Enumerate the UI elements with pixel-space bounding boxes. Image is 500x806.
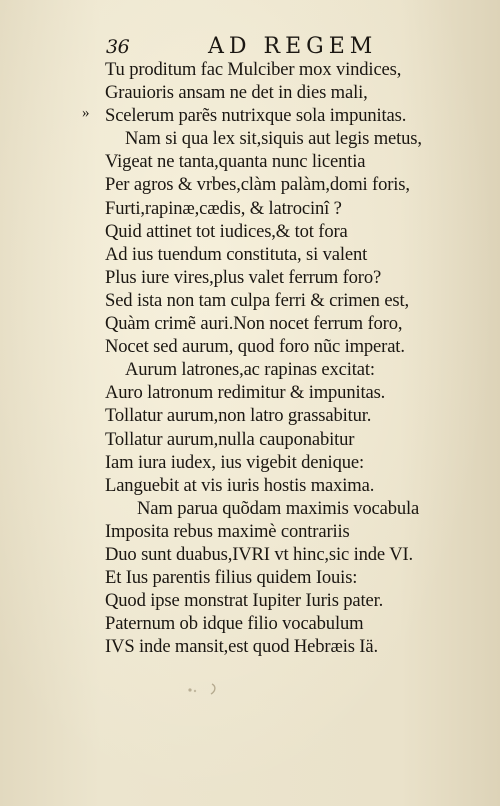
- verse-line: Plus iure vires,plus valet ferrum foro?: [105, 266, 382, 288]
- verse-line: IVS inde mansit,est quod Hebræis Iä.: [105, 636, 378, 658]
- verse-line: Ad ius tuendum constituta, si valent: [105, 243, 368, 265]
- ink-smudge-mark: [186, 680, 226, 696]
- running-head: AD REGEM: [208, 34, 378, 59]
- verse-line: Scelerum parẽs nutrixque sola impunitas.: [105, 105, 407, 127]
- verse-line: Tollatur aurum,nulla cauponabitur: [105, 428, 355, 450]
- verse-line: Languebit at vis iuris hostis maxima.: [105, 474, 375, 496]
- verse-line: Quod ipse monstrat Iupiter Iuris pater.: [105, 590, 384, 612]
- verse-line: Sed ista non tam culpa ferri & crimen est,: [105, 289, 410, 311]
- verse-line: Furti,rapinæ,cædis, & latrocinî ?: [105, 197, 342, 219]
- verse-line: Aurum latrones,ac rapinas excitat:: [125, 359, 375, 381]
- verse-line: Per agros & vrbes,clàm palàm,domi foris,: [105, 174, 410, 196]
- verse-line: Duo sunt duabus,IVRI vt hinc,sic inde VI.: [105, 543, 414, 565]
- page-header: [106, 34, 486, 60]
- verse-line: Iam iura iudex, ius vigebit denique:: [105, 451, 364, 473]
- verse-line: Tu proditum fac Mulciber mox vindices,: [105, 59, 402, 80]
- verse-text-block: [105, 58, 490, 658]
- verse-line: Tollatur aurum,non latro grassabitur.: [105, 405, 372, 427]
- verse-line: Et Ius parentis filius quidem Iouis:: [105, 567, 358, 589]
- verse-line: Imposita rebus maximè contrariis: [105, 520, 350, 542]
- verse-line: Vigeat ne tanta,quanta nunc licentia: [105, 151, 366, 173]
- verse-line: Paternum ob idque filio vocabulum: [105, 613, 364, 635]
- verse-line: Nocet sed aurum, quod foro nũc imperat.: [105, 336, 405, 358]
- verse-line: Nam si qua lex sit,siquis aut legis metus,: [125, 128, 422, 150]
- margin-quotation-mark: »: [82, 105, 90, 121]
- verse-line: Auro latronum redimitur & impunitas.: [105, 382, 386, 404]
- page-number: 36: [106, 36, 130, 58]
- verse-line: Nam parua quõdam maximis vocabula: [137, 497, 420, 519]
- verse-line: Quid attinet tot iudices,& tot fora: [105, 220, 348, 242]
- verse-line: Quàm crimẽ auri.Non nocet ferrum foro,: [105, 313, 403, 335]
- verse-line: Grauioris ansam ne det in dies mali,: [105, 82, 368, 104]
